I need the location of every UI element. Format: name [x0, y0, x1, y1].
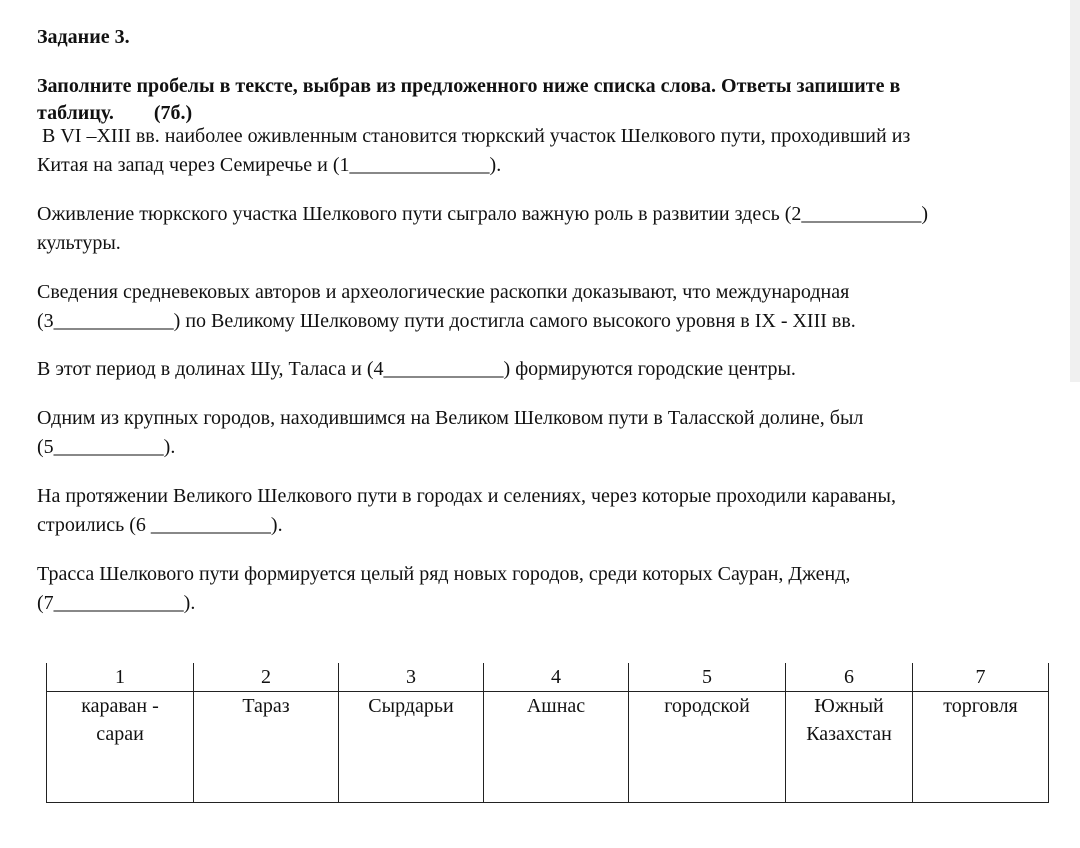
- paragraph-6-line-2: строились (6 ____________).: [37, 514, 283, 536]
- table-number-cell: 5: [629, 663, 786, 692]
- table-word-cell: [47, 692, 194, 803]
- table-number-cell: 2: [194, 663, 339, 692]
- table-word-cell: [484, 692, 629, 803]
- paragraph-1-line-2: Китая на запад через Семиречье и (1______________).: [37, 154, 502, 176]
- task-title: Задание 3.: [37, 26, 130, 48]
- table-number-cell: 1: [47, 663, 194, 692]
- points-label: (7б.): [153, 102, 193, 124]
- word-line: городской: [664, 695, 750, 717]
- table-words-row: [47, 692, 1049, 803]
- table-word-cell: [629, 692, 786, 803]
- table-number-cell: 7: [913, 663, 1049, 692]
- paragraph-2-line-1: Оживление тюркского участка Шелкового пути сыграло важную роль в развитии здесь (2____________): [37, 203, 929, 225]
- answer-table: [46, 663, 1049, 803]
- paragraph-6: [37, 482, 1047, 540]
- paragraph-5-line-1: Одним из крупных городов, находившимся на Великом Шелковом пути в Таласской долине, был: [37, 407, 864, 429]
- table-word-cell: [913, 692, 1049, 803]
- table-word-cell: [194, 692, 339, 803]
- word-line: Тараз: [242, 695, 290, 717]
- paragraph-4-line-1: В этот период в долинах Шу, Таласа и (4____________) формируются городские центры.: [37, 358, 796, 380]
- table-number-cell: 3: [339, 663, 484, 692]
- table-header-row: [47, 663, 1049, 692]
- table-number-cell: 4: [484, 663, 629, 692]
- paragraph-1: [37, 122, 1047, 180]
- paragraph-3-line-1: Сведения средневековых авторов и археологические раскопки доказывают, что международная: [37, 281, 850, 303]
- instruction-line-1: Заполните пробелы в тексте, выбрав из предложенного ниже списка слова. Ответы запишите в: [37, 75, 901, 97]
- word-line: караван -: [81, 695, 159, 717]
- task-instruction: [37, 73, 1037, 127]
- table-word-cell: [339, 692, 484, 803]
- table-word-cell: [786, 692, 913, 803]
- paragraph-2-line-2: культуры.: [37, 232, 121, 254]
- paragraph-1-line-1: В VI –XIII вв. наиболее оживленным становится тюркский участок Шелкового пути, проходивший из: [37, 125, 911, 147]
- paragraph-7-line-2: (7_____________).: [37, 592, 196, 614]
- table-number-cell: 6: [786, 663, 913, 692]
- paragraph-5: [37, 404, 1047, 462]
- paragraph-3: [37, 278, 1047, 336]
- paragraph-7-line-1: Трасса Шелкового пути формируется целый ряд новых городов, среди которых Сауран, Дженд,: [37, 563, 851, 585]
- word-line: Ашнас: [526, 695, 586, 717]
- paragraph-7: [37, 560, 1047, 618]
- paragraph-2: [37, 200, 1047, 258]
- word-line: сараи: [96, 723, 144, 745]
- word-line: Казахстан: [806, 723, 892, 745]
- word-line: торговля: [943, 695, 1018, 717]
- scrollbar[interactable]: [1070, 0, 1080, 382]
- instruction-line-2-text: таблицу.: [37, 102, 114, 124]
- paragraph-5-line-2: (5___________).: [37, 436, 176, 458]
- paragraph-4: [37, 355, 1047, 384]
- paragraph-6-line-1: На протяжении Великого Шелкового пути в городах и селениях, через которые проходили караваны,: [37, 485, 896, 507]
- paragraph-3-line-2: (3____________) по Великому Шелковому пути достигла самого высокого уровня в IX - XIII вв.: [37, 310, 856, 332]
- word-line: Сырдарьи: [368, 695, 454, 717]
- word-line: Южный: [814, 695, 884, 717]
